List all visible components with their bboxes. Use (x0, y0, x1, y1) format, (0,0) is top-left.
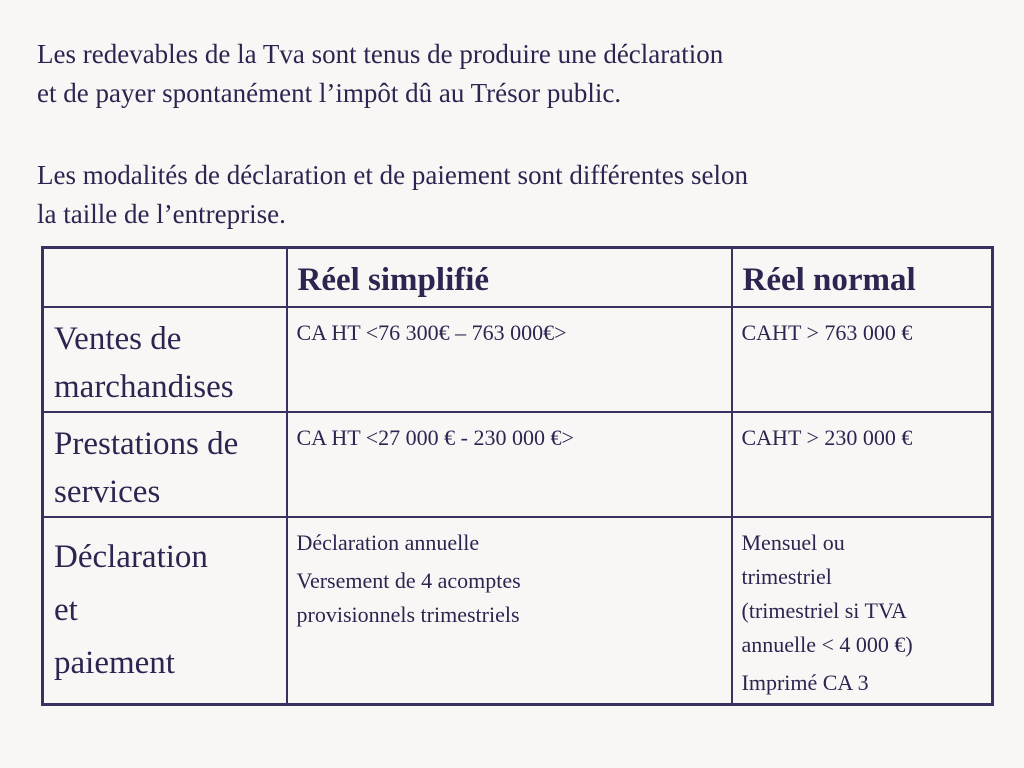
intro-p1-line2: et de payer spontanément l’impôt dû au Trésor public. (37, 78, 622, 108)
table-header-row (43, 248, 993, 307)
cell-prestations-normal (732, 412, 993, 517)
intro-p2-line2: la taille de l’entreprise. (37, 199, 286, 229)
tva-regime-table (41, 246, 994, 706)
intro-text (37, 35, 997, 234)
row-label-line: paiement (54, 644, 175, 681)
cell-text: CA HT <27 000 € - 230 000 €> (296, 424, 574, 450)
cell-paragraph (297, 564, 725, 632)
cell-declaration-normal (732, 517, 993, 705)
row-label-prestations (43, 412, 287, 517)
cell-text: Mensuel ou (741, 529, 845, 555)
row-label-line: marchandises (54, 368, 234, 405)
table-row (43, 517, 993, 705)
row-label-line: Prestations de (54, 425, 239, 462)
intro-p2-line1: Les modalités de déclaration et de paiement sont différentes selon (37, 160, 749, 190)
row-label-line: services (54, 473, 161, 510)
row-label-declaration (43, 517, 287, 705)
row-label-line: et (54, 591, 78, 628)
row-label-ventes (43, 307, 287, 412)
cell-text: annuelle < 4 000 €) (741, 631, 913, 657)
cell-text: CAHT > 230 000 € (741, 424, 913, 450)
cell-paragraph (742, 526, 986, 662)
table-row (43, 307, 993, 412)
intro-paragraph-2 (37, 156, 997, 234)
cell-text: trimestriel (741, 563, 832, 589)
intro-paragraph-1 (37, 35, 997, 113)
cell-ventes-normal (732, 307, 993, 412)
cell-text: Déclaration annuelle (296, 529, 480, 555)
cell-prestations-simplifie (287, 412, 732, 517)
intro-p1-line1: Les redevables de la Tva sont tenus de produire une déclaration (37, 39, 724, 69)
row-label-line: Ventes de (54, 320, 182, 357)
cell-text: (trimestriel si TVA (741, 597, 907, 623)
cell-text: CAHT > 763 000 € (741, 319, 913, 345)
cell-ventes-simplifie (287, 307, 732, 412)
table-row (43, 412, 993, 517)
header-reel-simplifie: Réel simplifié (287, 248, 732, 307)
cell-text: provisionnels trimestriels (296, 601, 520, 627)
cell-text: Versement de 4 acomptes (296, 567, 521, 593)
cell-text: Imprimé CA 3 (741, 669, 869, 695)
header-reel-normal: Réel normal (732, 248, 993, 307)
row-label-line: Déclaration (54, 538, 208, 575)
cell-text: CA HT <76 300€ – 763 000€> (296, 319, 567, 345)
header-empty-cell (43, 248, 287, 307)
cell-declaration-simplifie (287, 517, 732, 705)
